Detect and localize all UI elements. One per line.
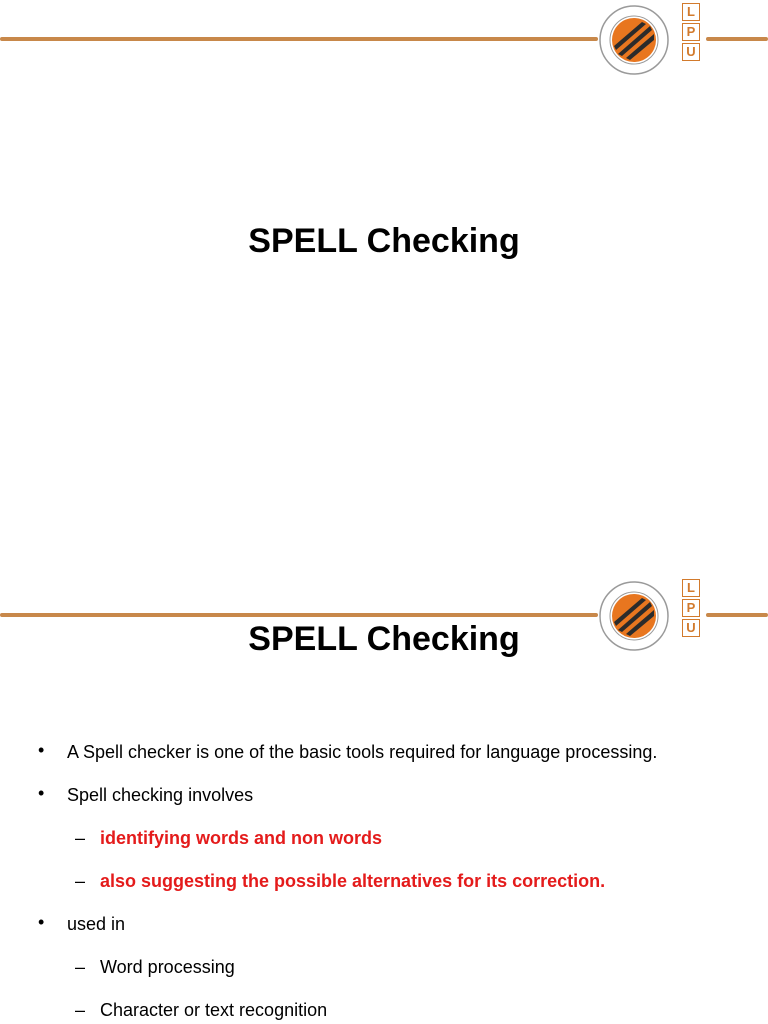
bullet-item	[36, 740, 748, 783]
lpu-letter-l: L	[682, 3, 700, 21]
header-rule-left	[0, 613, 598, 617]
lpu-letter-p: P	[682, 23, 700, 41]
dash-icon: –	[75, 828, 86, 848]
sub-bullet-item	[36, 955, 748, 998]
header-rule-right	[706, 613, 768, 617]
bullet-text: Spell checking involves	[67, 785, 254, 805]
lpu-letter-block	[682, 3, 700, 63]
bullet-text: used in	[67, 914, 126, 934]
sub-bullet-item	[36, 869, 748, 912]
header-rule-right	[706, 37, 768, 41]
lpu-letter-u: U	[682, 619, 700, 637]
bullet-list	[36, 740, 748, 1024]
slide-title: SPELL Checking	[248, 222, 520, 260]
slide-title: SPELL Checking	[248, 620, 520, 658]
sub-bullet-text: also suggesting the possible alternatives for its correction.	[100, 871, 606, 891]
header-rule-left	[0, 37, 598, 41]
bullet-item	[36, 783, 748, 826]
dash-icon: –	[75, 957, 86, 977]
content-slide	[0, 576, 768, 1024]
lpu-letter-u: U	[682, 43, 700, 61]
sub-bullet-item	[36, 998, 748, 1024]
dash-icon: –	[75, 871, 86, 891]
bullet-item	[36, 912, 748, 955]
sub-bullet-text: Word processing	[100, 957, 235, 977]
bullet-text: A Spell checker is one of the basic tools required for language processing.	[67, 742, 658, 762]
sub-bullet-text: Character or text recognition	[100, 1000, 328, 1020]
lpu-letter-p: P	[682, 599, 700, 617]
sub-bullet-item	[36, 826, 748, 869]
university-seal-logo	[598, 4, 670, 76]
dash-icon: –	[75, 1000, 86, 1020]
sub-bullet-text: identifying words and non words	[100, 828, 382, 848]
lpu-letter-l: L	[682, 579, 700, 597]
